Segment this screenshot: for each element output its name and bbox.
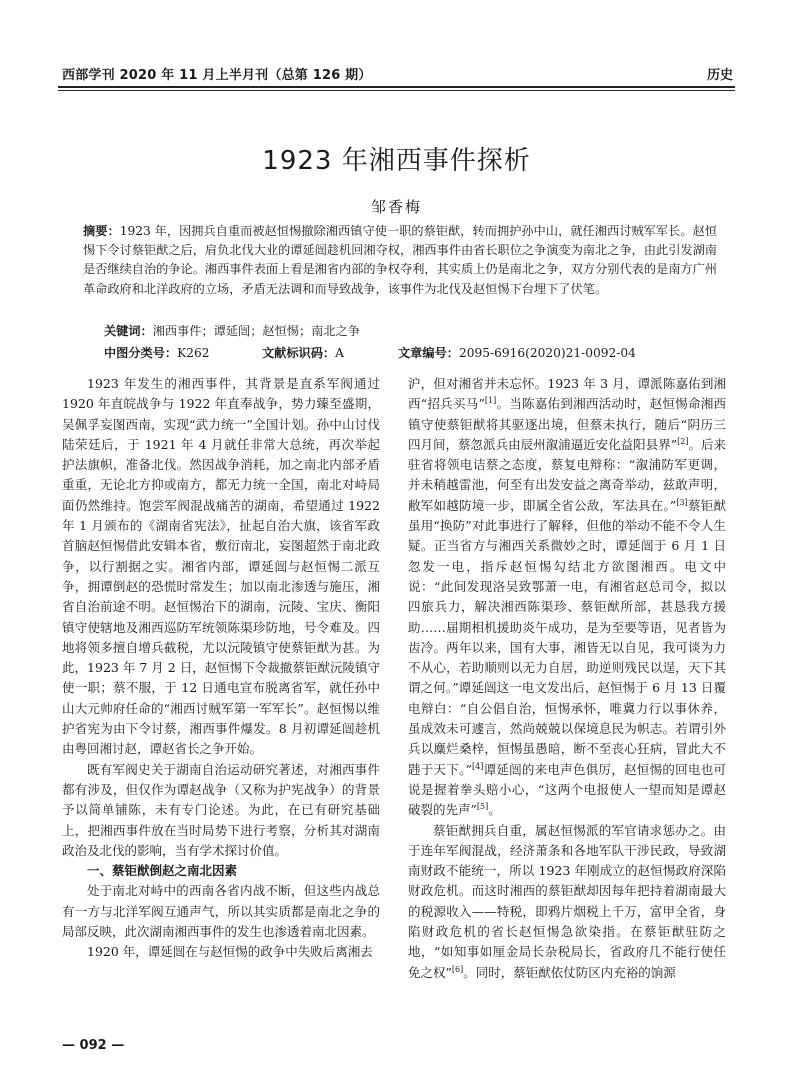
text-run: 蔡钜猷拥兵自重，属赵恒惕派的军官请求惩办之。由于连年军阀混战，经济萧条和各地军队干涉民政，导致湖南财政不能统一，所以 1923 年刚成立的赵恒惕政府深陷财政危机。而这时湘西的蔡钜猷却因每年把持着湖南最大的税源收入——特税，即鸦片烟税上千万，富甲全省，身陷财政危机的省长赵恒惕急欲染指。在蔡钜猷驻防之地，“如知事如厘金局长杂税局长，省政府几不能行使任免之权”	[408, 822, 726, 980]
document-code	[262, 344, 344, 361]
section-heading: 一、蔡钜猷倒赵之南北因素	[87, 863, 238, 879]
paragraph	[408, 374, 726, 821]
article-author: 邹香梅	[370, 198, 422, 216]
section-label: 历史	[706, 68, 733, 83]
paragraph: 1920 年，谭延闿在与赵恒惕的政争中失败后离湘去	[87, 944, 373, 960]
citation-ref: [2]	[677, 436, 689, 446]
header-rule-thick	[58, 86, 735, 88]
citation-ref: [5]	[476, 802, 489, 812]
journal-name: 西部学刊 2020 年 11 月上半月刊（总第 126 期）	[62, 68, 372, 83]
article-no-label: 文章编号：	[398, 346, 459, 360]
paragraph: 1923 年发生的湘西事件，其背景是直系军阀通过 1920 年直皖战争与 1922 年直奉战争，势力臻至盛期，吴佩孚妄图西南，实现“武力统一”全国计划。孙中山讨伐陆荣廷后，于 1921 年 4 月就任非常大总统，再次举起护法旗帜，准备北伐。然因战争消耗，加之南北内部矛盾重重，无论北方抑或南方，都无力统一全国，南北对峙局面仍然维持。饱尝军阀混战痛苦的湖南，希望通过 1922 年 1 月颁布的《湖南省宪法》，扯起自治大旗，该省军政首脑赵恒惕借此安辑本省，敷衍南北，妄图超然于南北政争，以行割据之实。湘省内部，谭延闿与赵恒惕二派互争，拥谭倒赵的恐慌时常发生；加以南北渗透与施压，湘省自治前途不明。赵恒惕治下的湖南，沅陵、宝庆、衡阳镇守使辖地及湘西巡防军统领陈渠珍防地，号令难及。四地将领多擅自增兵截税，尤以沅陵镇守使蔡钜猷为甚。为此，1923 年 7 月 2 日，赵恒惕下令裁撤蔡钜猷沅陵镇守使一职；蔡不服，于 12 日通电宣布脱离省军，就任孙中山大元帅府任命的“湘西讨贼军第一军军长”。赵恒惕以维护省宪为由下令讨蔡，湘西事件爆发。8 月初谭延闿趁机由粤回湘讨赵，谭赵省长之争开始。	[62, 376, 380, 757]
doc-code-value: A	[335, 346, 344, 360]
keywords-label: 关键词：	[104, 324, 153, 338]
text-run: 。后来驻省将领电诘蔡之态度，蔡复电辩称：“溆浦防军更调，并未稍越雷池，何至有出发安益之离奇举动，兹敢声明，敝军如越防境一步，即属全省公敌，军法具在。”	[408, 436, 726, 513]
citation-ref: [1]	[484, 396, 497, 406]
abstract-label: 摘要：	[83, 224, 120, 238]
paragraph: 既有军阀史关于湖南自治运动研究著述，对湘西事件都有涉及，但仅作为谭赵战争（又称为护宪战争）的背景予以简单铺陈，未有专门论述。为此，在已有研究基础上，把湘西事件放在当时局势下进行考察，分析其对湖南政治及北伐的影响，当有学术探讨价值。	[62, 761, 380, 858]
clc-number	[104, 344, 210, 361]
text-run: 。	[488, 802, 501, 818]
text-run: 蔡钜猷虽用“换防”对此事进行了解释，但他的举动不能不令人生疑。正当省方与湘西关系微妙之时，谭延闿于 6 月 1 日忽发一电，指斥赵恒惕勾结北方欲图湘西。电文中说：“此间发现洛吴致鄂萧一电，有湘省赵总司令，拟以四旅兵力，解决湘西陈渠珍、蔡钜猷所部，甚恳我方援助……届期相机援助炎午成功，是为至要等语，见者皆为齿冷。两年以来，国有大事，湘皆无以自见，我可谈为力不从心，若助顺则以无力自居，助逆则残民以逞，天下其谓之何。”谭延闿这一电文发出后，赵恒惕于 6 月 13 日覆电辩白：“自公倡自治，恒惕承怀，唯冀力行以事休养，虽成效未可遽言，然尚兢兢以保境息民为帜志。若谓引外兵以麋烂桑梓，恒惕虽愚暗，断不至丧心狂病，冒此大不韪于天下。”	[408, 497, 726, 777]
doc-code-label: 文献标识码：	[262, 346, 336, 360]
clc-value: K262	[177, 346, 210, 360]
article-title: 1923 年湘西事件探析	[262, 146, 531, 176]
citation-ref: [3]	[676, 497, 688, 507]
text-run: 。同时，蔡钜猷依仗防区内充裕的饷源	[463, 964, 676, 980]
keywords-text: 湘西事件；谭延闿；赵恒惕；南北之争	[152, 324, 360, 338]
abstract	[83, 222, 717, 299]
citation-ref: [6]	[451, 964, 464, 974]
abstract-text: 1923 年，因拥兵自重而被赵恒惕撤除湘西镇守使一职的蔡钜猷，转而拥护孙中山，就任湘西讨贼军军长。赵恒惕下令讨蔡钜猷之后，肩负北伐大业的谭延闿趁机回湘夺权，湘西事件由省长职位之争演变为南北之争，由此引发湖南是否继续自治的争论。湘西事件表面上看是湘省内部的争权夺利，其实质上仍是南北之争，双方分别代表的是南方广州革命政府和北洋政府的立场，矛盾无法调和而导致战争，该事件为北伐及赵恒惕下台埋下了伏笔。	[83, 224, 718, 296]
page-number: — 092 —	[62, 1038, 125, 1053]
right-column	[408, 374, 726, 983]
clc-label: 中图分类号：	[104, 346, 178, 360]
citation-ref: [4]	[472, 761, 484, 771]
keywords	[104, 322, 360, 339]
left-column	[62, 374, 380, 963]
paragraph: 处于南北对峙中的西南各省内战不断，但这些内战总有一方与北洋军阀互通声气，所以其实质都是南北之争的局部反映，此次湖南湘西事件的发生也渗透着南北因素。	[62, 883, 380, 940]
article-no-value: 2095-6916(2020)21-0092-04	[458, 346, 636, 360]
text-run: 谭延闿的来电声色俱厉，赵恒惕的回电也可说是握着拳头赔小心，“这两个电报使人一望而知是谭赵破裂的先声”	[408, 761, 726, 818]
text-run: 。当陈嘉佑到湘西活动时，赵恒惕命湘西镇守使蔡钜猷将其驱逐出境，但蔡未执行，随后“阴历三四月间，蔡忽派兵由辰州溆浦逼近安化益阳县界”	[408, 396, 726, 452]
paragraph	[408, 821, 726, 983]
article-number	[398, 344, 636, 361]
text-run: 沪，但对湘省并未忘怀。1923 年 3 月，谭派陈嘉佑到湘西“招兵买马”	[408, 376, 726, 412]
header-rule-thin	[58, 90, 735, 91]
